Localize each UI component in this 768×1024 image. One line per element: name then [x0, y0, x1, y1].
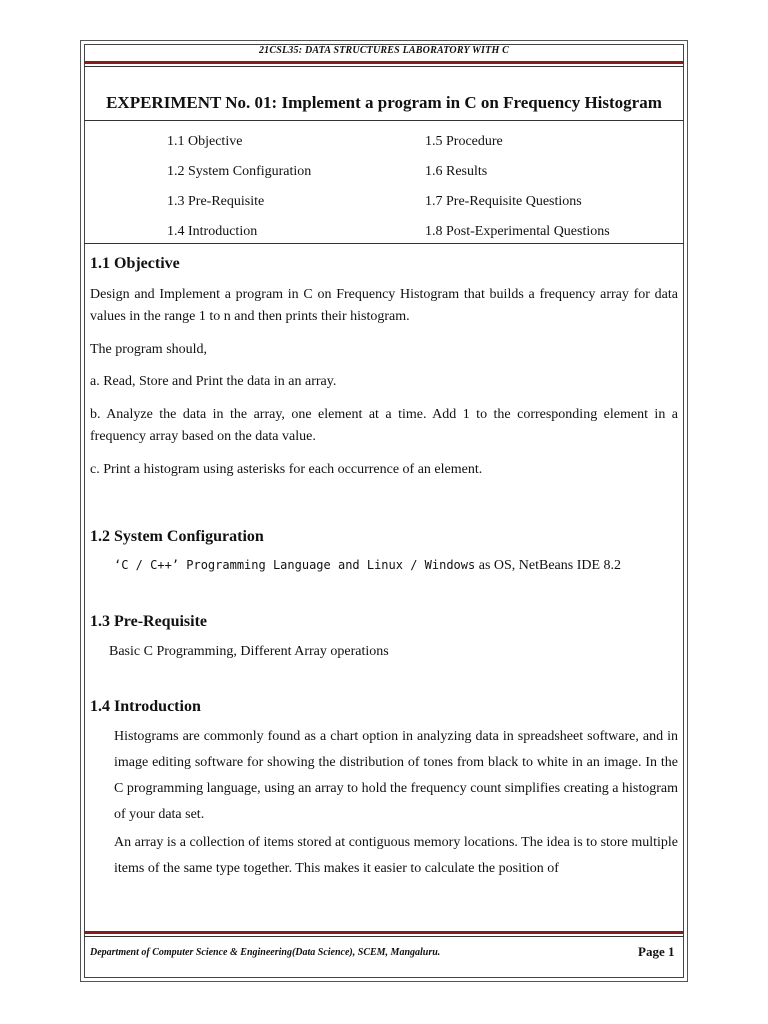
- running-header: 21CSL35: DATA STRUCTURES LABORATORY WITH C: [258, 45, 510, 56]
- system-config-heading: 1.2 System Configuration: [90, 528, 264, 545]
- header-rule-thin: [84, 66, 684, 67]
- title-rule: [84, 120, 684, 121]
- toc-item: 1.7 Pre-Requisite Questions: [425, 194, 582, 209]
- toc-item: 1.8 Post-Experimental Questions: [425, 224, 610, 239]
- intro-paragraph-1: Histograms are commonly found as a chart option in analyzing data in spreadsheet software, and in image editing software for showing the distribution of tones from black to white in an image. In the C programming language, using an array to hold the frequency count simplifies creating a histogram of your data set.: [114, 729, 678, 822]
- intro-heading: 1.4 Introduction: [90, 698, 201, 715]
- system-config-ide: as OS, NetBeans IDE 8.2: [475, 558, 622, 573]
- objective-item-a: a. Read, Store and Print the data in an array.: [90, 374, 337, 389]
- intro-paragraph-2: An array is a collection of items stored at contiguous memory locations. The idea is to store multiple items of the same type together. This makes it easier to calculate the position of: [114, 835, 678, 876]
- toc-item: 1.6 Results: [425, 164, 488, 179]
- toc-rule: [84, 243, 684, 244]
- toc-row: [167, 134, 667, 164]
- footer-rule-thin: [84, 936, 684, 937]
- toc-row: [167, 194, 667, 224]
- toc-row: [167, 164, 667, 194]
- toc-item: 1.4 Introduction: [167, 224, 258, 239]
- system-config-languages: ‘C / C++’ Programming Language and Linux / Windows: [114, 558, 476, 572]
- footer-department: Department of Computer Science & Engineering(Data Science), SCEM, Mangaluru.: [90, 947, 441, 958]
- experiment-title: EXPERIMENT No. 01: Implement a program in C on Frequency Histogram: [106, 93, 662, 112]
- objective-paragraph: Design and Implement a program in C on Frequency Histogram that builds a frequency array for data values in the range 1 to n and then prints their histogram.: [90, 287, 678, 324]
- toc-item: 1.5 Procedure: [425, 134, 503, 149]
- toc-item: 1.1 Objective: [167, 134, 243, 149]
- table-of-contents: [167, 134, 667, 254]
- toc-item: 1.3 Pre-Requisite: [167, 194, 265, 209]
- footer-rule-thick: [84, 931, 684, 934]
- header-rule-thick: [84, 61, 684, 64]
- objective-intro-line: The program should,: [90, 342, 208, 357]
- prereq-text: Basic C Programming, Different Array operations: [109, 644, 389, 659]
- objective-item-c: c. Print a histogram using asterisks for each occurrence of an element.: [90, 462, 483, 477]
- system-config-text: [114, 558, 621, 574]
- toc-row: [167, 224, 667, 254]
- page-number: Page 1: [638, 944, 675, 959]
- prereq-heading: 1.3 Pre-Requisite: [90, 613, 208, 630]
- toc-item: 1.2 System Configuration: [167, 164, 312, 179]
- objective-heading: 1.1 Objective: [90, 255, 180, 272]
- objective-item-b: b. Analyze the data in the array, one element at a time. Add 1 to the corresponding element in a frequency array based on the data value.: [90, 407, 678, 444]
